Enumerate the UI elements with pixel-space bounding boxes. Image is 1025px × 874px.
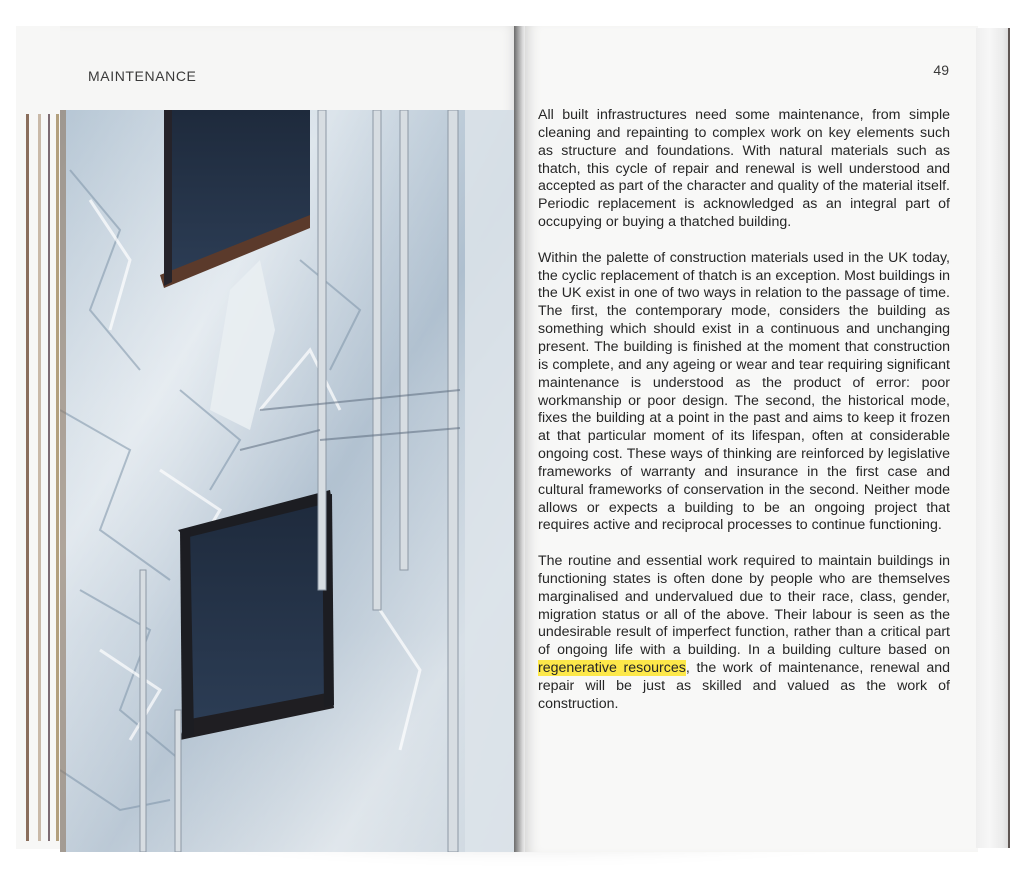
running-head: MAINTENANCE [88, 68, 197, 84]
page-number: 49 [933, 62, 949, 78]
back-cover-rim [1008, 28, 1010, 848]
page-edge-stripe [56, 114, 59, 841]
left-page [60, 26, 518, 852]
page-edge-stripe [38, 114, 41, 841]
right-page [525, 26, 978, 852]
left-page-stack-edges [16, 26, 66, 849]
facade-photo [60, 110, 516, 852]
paragraph-2: Within the palette of construction materials used in the UK today, the cyclic replacement of thatch is an exception. Most buildings in the UK exist in one of two ways in relation to the passage of time. The first, the contemporary mode, considers the building as something which should exist in a continuous and unchanging present. The building is finished at the moment that construction is complete, and any ageing or wear and tear requiring significant maintenance is understood as the product of error: poor workmanship or poor design. The second, the historical mode, fixes the building at a point in the past and aims to keep it frozen at that particular moment of its lifespan, often at considerable ongoing cost. These ways of thinking are reinforced by legislative frameworks of warranty and insurance in the first case and cultural frameworks of conservation in the second. Neither mode allows or expects a building to be an ongoing project that requires active and reciprocal processes to continue functioning. [538, 249, 950, 534]
paragraph-3-after: , the work of maintenance, renewal and repair will be just as skilled and valued as the work of construction. [538, 660, 950, 712]
right-page-stack-edges [976, 28, 1010, 848]
highlighted-phrase: regenerative resources [538, 660, 686, 677]
page-edge-stripe [26, 114, 29, 841]
body-text [538, 107, 950, 732]
paragraph-3-before: The routine and essential work required to maintain buildings in functioning states is often done by people who are themselves marginalised and undervalued due to their race, class, gender, migration status or all of the above. Their labour is seen as the undesirable result of imperfect function, rather than a critical part of ongoing life with a building. In a building culture based on [538, 553, 950, 659]
page-edge-stripe [48, 114, 50, 841]
paragraph-1: All built infrastructures need some maintenance, from simple cleaning and repainting to complex work on key elements such as structure and foundations. With natural materials such as thatch, this cycle of repair and renewal is well understood and accepted as part of the character and quality of the material itself. Periodic replacement is acknowledged as an integral part of occupying or buying a thatched building. [538, 107, 950, 231]
photo-image-icon [60, 110, 516, 852]
paragraph-3 [538, 553, 950, 714]
